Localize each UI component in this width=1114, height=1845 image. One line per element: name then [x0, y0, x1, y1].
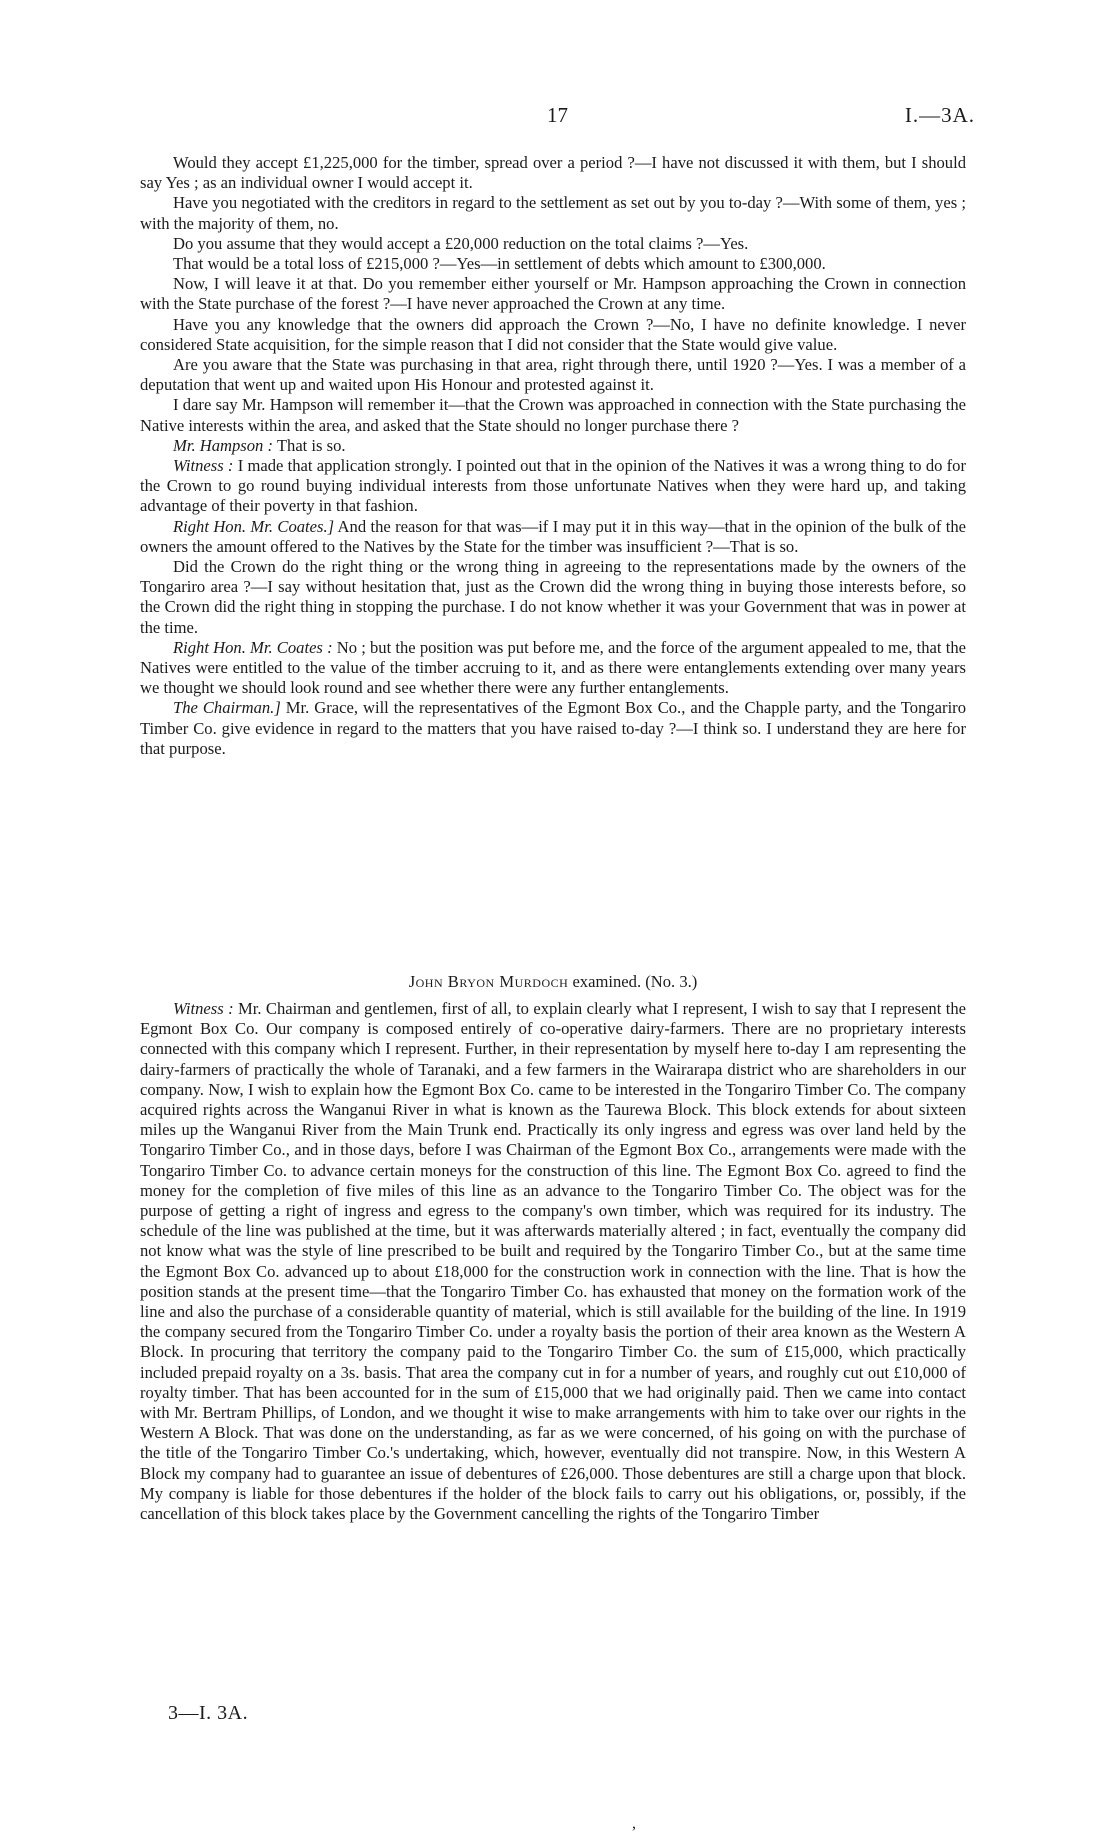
paragraph-text: Did the Crown do the right thing or the wrong thing in agreeing to the representations made by the owners of the Tongariro area ?—I say without hesitation that, just as the Crown did the wrong thing in buying those interests before, so the Crown did the right thing in stopping the purchase. I do not know whether it was your Government that was in power at the time. [140, 557, 966, 637]
paragraph [140, 557, 966, 638]
paragraph-text: That would be a total loss of £215,000 ?—Yes—in settlement of debts which amount to £300,000. [173, 254, 826, 274]
paragraph [140, 395, 966, 435]
paragraph [140, 234, 966, 254]
paragraph-text: Do you assume that they would accept a £20,000 reduction on the total claims ?—Yes. [173, 233, 749, 253]
paragraph-text: Now, I will leave it at that. Do you remember either yourself or Mr. Hampson approaching the Crown in connection with the State purchase of the forest ?—I have never approached the Crown at any time. [140, 274, 966, 314]
paragraph [140, 355, 966, 395]
paragraph [140, 999, 966, 1524]
paragraph [140, 315, 966, 355]
paragraph-text: Have you negotiated with the creditors in regard to the settlement as set out by you to-day ?—With some of them, yes ; with the majority of them, no. [140, 193, 966, 233]
testimony-block-2 [140, 999, 966, 1524]
stray-mark: , [632, 1815, 636, 1832]
paragraph-text: Mr. Grace, will the representatives of the Egmont Box Co., and the Chapple party, and the Tongariro Timber Co. give evidence in regard to the matters that you have raised to-day ?—I think so. I understand they are here for that purpose. [140, 698, 967, 758]
paragraph-text: Mr. Chairman and gentlemen, first of all, to explain clearly what I represent, I wish to say that I represent the Egmont Box Co. Our company is composed entirely of co-operative dairy-farmers. There are no proprietary interests connected with this company which I represent. Further, in their representation by myself here to-day I am representing the dairy-farmers of practically the whole of Taranaki, and a few farmers in the Wairarapa district who are shareholders in our company. Now, I wish to explain how the Egmont Box Co. came to be interested in the Tongariro Timber Co. The company acquired rights across the Wanganui River in what is known as the Taurewa Block. This block extends for about sixteen miles up the Wanganui River from the Main Trunk end. Practically its only ingress and egress was over land held by the Tongariro Timber Co., and in those days, before I was Chairman of the Egmont Box Co., arrangements were made with the Tongariro Timber Co. to advance certain moneys for the construction of this line. The Egmont Box Co. agreed to find the money for the completion of five miles of this line as an advance to the Tongariro Timber Co. The object was for the purpose of getting a right of ingress and egress to the company's own timber, which was required for its industry. The schedule of the line was published at the time, but it was afterwards materially altered ; in fact, eventually the company did not know what was the style of line prescribed to be built and required by the Tongariro Timber Co., but at the same time the Egmont Box Co. advanced up to about £18,000 for the construction work in connection with the line. That is how the position stands at the present time—that the Tongariro Timber Co. has exhausted that money on the formation work of the line and also the purchase of a considerable quantity of material, which is still available for the building of the line. In 1919 the company secured from the Tongariro Timber Co. under a royalty basis the portion of their area known as the Western A Block. In procuring that territory the company paid to the Tongariro Timber Co. the sum of £15,000, which practically included prepaid royalty on a 3s. basis. That area the company cut in for a number of years, and roughly cut out £10,000 of royalty timber. That has been accounted for in the sum of £15,000 that we had originally paid. Then we came into contact with Mr. Bertram Phillips, of London, and we thought it wise to make arrangements with him to take over our rights in the Western A Block. That was done on the understanding, as far as we were concerned, of his going on with the purchase of the title of the Tongariro Timber Co.'s undertaking, which, however, eventually did not transpire. Now, in this Western A Block my company had to guarantee an issue of debentures of £26,000. Those debentures are still a charge upon that block. My company is liable for those debentures if the holder of the block fails to carry out his obligations, or, possibly, if the cancellation of this block takes place by the Government cancelling the rights of the Tongariro Timber [140, 999, 966, 1524]
witness-heading-suffix: examined. (No. 3.) [572, 972, 698, 991]
paragraph-text: I dare say Mr. Hampson will remember it—that the Crown was approached in connection with the State purchasing the Native interests within the area, and asked that the State should no longer purchase there ? [140, 395, 966, 435]
speaker-label: Right Hon. Mr. Coates : [173, 637, 333, 657]
paragraph-text: No ; but the position was put before me, and the force of the argument appealed to me, that the Natives were entitled to the value of the timber accruing to it, and as there were entanglements extending over many years we thought we should look round and see whether there were any further entanglements. [140, 637, 966, 698]
paragraph [140, 274, 966, 314]
speaker-label: Witness : [173, 999, 234, 1018]
paragraph [140, 456, 966, 517]
signature-line: 3—I. 3A. [168, 1702, 249, 1724]
witness-name: John Bryon Murdoch [408, 972, 569, 991]
page-number: 17 [547, 103, 568, 127]
speaker-label: Witness : [173, 456, 234, 476]
speaker-label: The Chairman.] [173, 698, 281, 718]
speaker-label: Right Hon. Mr. Coates.] [173, 516, 335, 536]
paragraph-text: Are you aware that the State was purchasing in that area, right through there, until 1920 ?—Yes. I was a member of a deputation that went up and waited upon His Honour and protested against it. [140, 355, 966, 395]
paragraph [140, 698, 966, 759]
paragraph [140, 193, 966, 233]
paragraph [140, 436, 966, 456]
speaker-label: Mr. Hampson : [173, 435, 274, 455]
paragraph [140, 153, 966, 193]
paragraph-text: I made that application strongly. I pointed out that in the opinion of the Natives it was a wrong thing to do for the Crown to go round buying individual interests from those unfortunate Natives when they were hard up, and taking advantage of their poverty in that fashion. [140, 456, 966, 516]
paragraph [140, 254, 966, 274]
paragraph [140, 638, 966, 699]
testimony-block-1 [140, 153, 966, 759]
paragraph-text: Would they accept £1,225,000 for the timber, spread over a period ?—I have not discussed it with them, but I should say Yes ; as an individual owner I would accept it. [140, 153, 966, 193]
paragraph-text: And the reason for that was—if I may put it in this way—that in the opinion of the bulk of the owners the amount offered to the Natives by the State for the timber was insufficient ?—That is so. [140, 516, 966, 556]
paragraph [140, 517, 966, 557]
paragraph-text: Have you any knowledge that the owners did approach the Crown ?—No, I have no definite knowledge. I never considered State acquisition, for the simple reason that I did not consider that the State would give value. [140, 314, 966, 354]
witness-heading [140, 972, 966, 992]
page-header [140, 103, 975, 129]
paper-reference: I.—3A. [904, 103, 975, 127]
paragraph-text: That is so. [273, 435, 346, 455]
